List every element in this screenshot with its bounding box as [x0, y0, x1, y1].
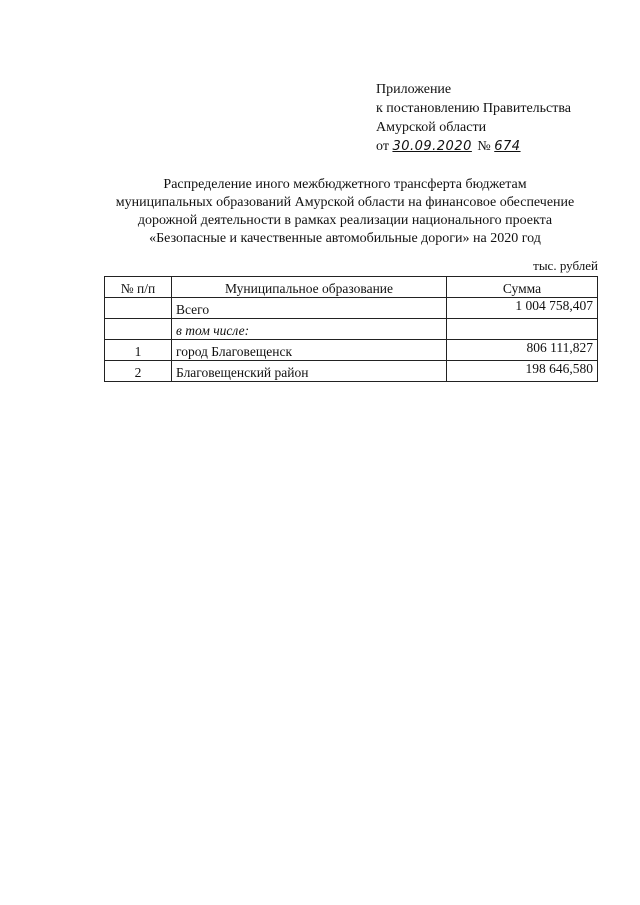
row-num: 2	[105, 361, 172, 382]
header-name: Муниципальное образование	[172, 277, 447, 298]
title-line-4: «Безопасные и качественные автомобильные дороги» на 2020 год	[149, 231, 541, 246]
appendix-resolution: к постановлению Правительства	[376, 101, 572, 116]
title-line-2: муниципальных образований Амурской области на финансовое обеспечение	[115, 195, 575, 210]
table-row	[105, 340, 598, 361]
header-num: № п/п	[105, 277, 172, 298]
subheader-num	[105, 319, 172, 340]
document-title	[100, 176, 590, 248]
appendix-block	[376, 80, 571, 156]
row-name: город Благовещенск	[172, 340, 447, 361]
row-num: 1	[105, 340, 172, 361]
handwritten-date: 30.09.2020	[392, 139, 472, 154]
table-row	[105, 361, 598, 382]
total-sum: 1 004 758,407	[447, 298, 598, 319]
subheader-row	[105, 319, 598, 340]
total-num	[105, 298, 172, 319]
subheader-sum	[447, 319, 598, 340]
subheader-name: в том числе:	[172, 319, 447, 340]
table-header-row	[105, 277, 598, 298]
row-name: Благовещенский район	[172, 361, 447, 382]
handwritten-number: 674	[494, 139, 521, 154]
total-row	[105, 298, 598, 319]
number-sign: №	[477, 139, 491, 154]
appendix-title: Приложение	[376, 82, 452, 97]
units-label: тыс. рублей	[533, 258, 598, 273]
title-line-1: Распределение иного межбюджетного трансферта бюджетам	[163, 177, 527, 192]
date-prefix: от	[376, 139, 389, 154]
row-sum: 198 646,580	[447, 361, 598, 382]
appendix-date-line	[376, 137, 571, 156]
header-sum: Сумма	[447, 277, 598, 298]
distribution-table	[104, 276, 598, 382]
appendix-region: Амурской области	[376, 120, 487, 135]
row-sum: 806 111,827	[447, 340, 598, 361]
title-line-3: дорожной деятельности в рамках реализации национального проекта	[137, 213, 553, 228]
total-name: Всего	[172, 298, 447, 319]
